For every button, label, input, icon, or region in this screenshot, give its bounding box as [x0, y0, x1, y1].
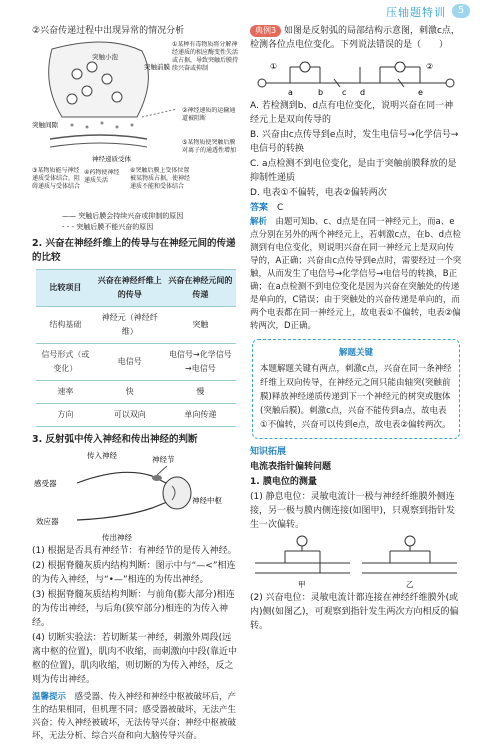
table-cell: 突触 — [165, 307, 236, 344]
table-cell: 信号形式（或变化） — [36, 344, 95, 381]
figure-jia: 甲 — [298, 580, 306, 589]
annotation-3: ③某物质能与神经递质受体结合，阻碍递质与受体结合 — [32, 167, 81, 190]
ganglion-label: 神经节 — [152, 455, 175, 464]
warning-text: 感受器、传入神经和神经中枢被破坏后，产生的结果相同，但机理不同；感受器被破坏，无法产生兴奋；传入神经被破坏，无法传导兴奋；神经中枢被破坏，无法分析、综合兴奋和向大脑传导兴奋。 — [32, 692, 237, 741]
afferent-label: 传入神经 — [87, 451, 117, 460]
meter-1-label: ① — [270, 62, 278, 71]
warning-label: 温馨提示 — [32, 692, 67, 702]
option-d: D. 电表①不偏转，电表②偏转两次 — [250, 188, 387, 198]
table-header: 比较项目 — [36, 270, 95, 307]
answer-label: 答案 — [250, 203, 269, 213]
pre-label: 突触前膜 — [144, 63, 170, 71]
reflex-arc-diagram — [32, 448, 240, 544]
annotation-1: ①某种有毒物质将分解神经递质的相应酶变性失活或占据，导致突触后膜持续兴奋或抑制 — [172, 41, 239, 72]
section-3-title: 3. 反射弧中传入神经和传出神经的判断 — [32, 434, 198, 445]
point-a: a — [288, 88, 293, 97]
table-cell: 电信号 — [95, 344, 165, 381]
knowledge-p1: (1) 静息电位：灵敏电流计一极与神经纤维膜外侧连接，另一极与膜内侧连接(如图甲)，只观察到指针发生一次偏转。 — [250, 492, 456, 530]
efferent-label: 传出神经 — [102, 533, 132, 542]
point-c: c — [342, 88, 347, 97]
neuron-figure — [250, 53, 462, 99]
key-point-box — [252, 339, 460, 439]
example-question: 如图是反射弧的局部结构示意图，刺激c点，检测各位点电位变化。下列说法错误的是 — [250, 26, 460, 50]
table-cell: 神经元（神经纤维） — [95, 307, 165, 344]
explanation-text: 由题可知b、c、d点是在同一神经元上，而a、e点分别在另外的两个神经元上，若刺激c点，在b、d点检测到有电位变化，则说明兴奋在同一神经元上是双向传导的，A正确；兴奋由c点传导到e点时，需要经过一个突触，从而发生了电信号→化学信号→电信号的转换，B正确；在a点检测不到电位变化是因为兴奋在突触处的传递是单向的，C错误；由于突触处的兴奋传递是单向的，而两个电表都在同一神经元上，故电表①不偏转，电表②偏转两次，D正确。 — [250, 217, 462, 331]
key-point-title: 解题关键 — [338, 348, 373, 358]
annotation-6: ⑥突触后膜上受体位置被某物质占据，使神经递质不能和受体结合 — [130, 167, 191, 190]
table-cell: 方向 — [36, 404, 95, 427]
paragraph: (2) 根据脊髓灰质内结构判断：图示中与“—<”相连的为传入神经，与“•—”相连的为传出神经。 — [32, 561, 236, 585]
table-row — [36, 404, 236, 427]
option-b: B. 兴奋由c点传导到e点时，发生电信号→化学信号→电信号的转换 — [250, 130, 459, 154]
header-title: 压轴题特训 — [386, 6, 446, 19]
figure-yi: 乙 — [406, 580, 414, 589]
knowledge-label: 知识拓展 — [250, 447, 287, 457]
point-b: b — [318, 88, 324, 97]
annotation-5: ⑤某物质使突触后膜对离子的通透性增加 — [182, 139, 237, 154]
paragraph: (1) 根据是否具有神经节：有神经节的是传入神经。 — [32, 546, 237, 556]
right-column — [250, 24, 462, 634]
paragraph: (4) 切断实验法：若切断某一神经，刺激外周段(远离中枢的位置)，肌肉不收缩，而刺激向中段(靠近中枢的位置)，肌肉收缩，则切断的为传入神经，反之则为传出神经。 — [32, 633, 238, 685]
annotation-2: ②神经递质的运输通道被阻断 — [182, 107, 236, 122]
table-cell: 可以双向 — [95, 404, 165, 427]
receptor-label: 神经递质受体 — [92, 155, 131, 163]
vesicle-label: 突触小泡 — [92, 53, 118, 61]
table-cell: 速率 — [36, 381, 95, 404]
cleft-label: 突触间隙 — [32, 121, 58, 129]
section-2-title: 2. 兴奋在神经纤维上的传导与在神经元间的传递的比较 — [32, 238, 236, 263]
page-number: 5 — [452, 4, 470, 18]
table-row — [36, 381, 236, 404]
table-cell: 单向传递 — [165, 404, 236, 427]
effector-label: 效应器 — [36, 517, 59, 526]
sub2-title: ②兴奋传递过程中出现异常的情况分析 — [32, 26, 185, 36]
sensor-label: 感受器 — [34, 479, 57, 488]
comparison-table — [36, 269, 236, 427]
table-cell: 快 — [95, 381, 165, 404]
table-row — [36, 344, 236, 381]
synapse-diagram — [32, 39, 240, 211]
option-a: A. 若检测到b、d点有电位变化，说明兴奋在同一神经元上是双向传导的 — [250, 101, 454, 125]
left-column — [32, 24, 240, 744]
table-cell: 结构基础 — [36, 307, 95, 344]
point-e: e — [418, 88, 423, 97]
legend-1: 突触后膜会持续兴奋或抑制的原因 — [78, 212, 184, 220]
meter-2-label: ② — [426, 62, 434, 71]
point-d: d — [360, 88, 366, 97]
answer-paren: （ ） — [412, 40, 449, 50]
table-header: 兴奋在神经纤维上的传导 — [95, 270, 165, 307]
diagram-legend: —— 突触后膜会持续兴奋或抑制的原因 - - - 突触后膜不能兴奋的原因 — [62, 212, 184, 231]
table-header: 兴奋在神经元间的传递 — [165, 270, 236, 307]
table-cell: 慢 — [165, 381, 236, 404]
explanation-label: 解析 — [250, 217, 268, 227]
page-header — [0, 0, 480, 22]
annotation-4: ④药物使神经递质失活 — [84, 169, 120, 184]
knowledge-p2: (2) 兴奋电位：灵敏电流计都连接在神经纤维膜外(或内)侧(如图乙)，可观察到指针发生两次方向相反的偏转。 — [250, 593, 459, 631]
table-row — [36, 307, 236, 344]
center-label: 神经中枢 — [192, 496, 222, 505]
legend-2: 突触后膜不能兴奋的原因 — [76, 223, 154, 231]
knowledge-title: 电流表指针偏转问题 — [250, 462, 332, 472]
example-tag: 典例3 — [250, 25, 281, 37]
table-cell: 电信号→化学信号→电信号 — [165, 344, 236, 381]
membrane-figure — [250, 533, 462, 591]
table-header-row — [36, 270, 236, 307]
answer-value: C — [277, 203, 284, 213]
paragraph: (3) 根据脊髓灰质结构判断：与前角(膨大部分)相连的为传出神经，与后角(狭窄部分)相连的为传入神经。 — [32, 590, 235, 628]
option-c: C. a点检测不到电位变化，是由于突触前膜释放的是抑制性递质 — [250, 159, 457, 183]
key-point-text: 本题解题关键有两点，刺激c点，兴奋在同一条神经纤维上双向传导，在神经元之间只能由轴突(突触前膜)释放神经递质传递到下一个神经元的树突或胞体(突触后膜)。刺激c点，兴奋不能传到a点，故电表①不偏转，兴奋可以传到e点，故电表②偏转两次。 — [260, 364, 452, 430]
knowledge-sub: 1. 膜电位的测量 — [250, 477, 317, 487]
